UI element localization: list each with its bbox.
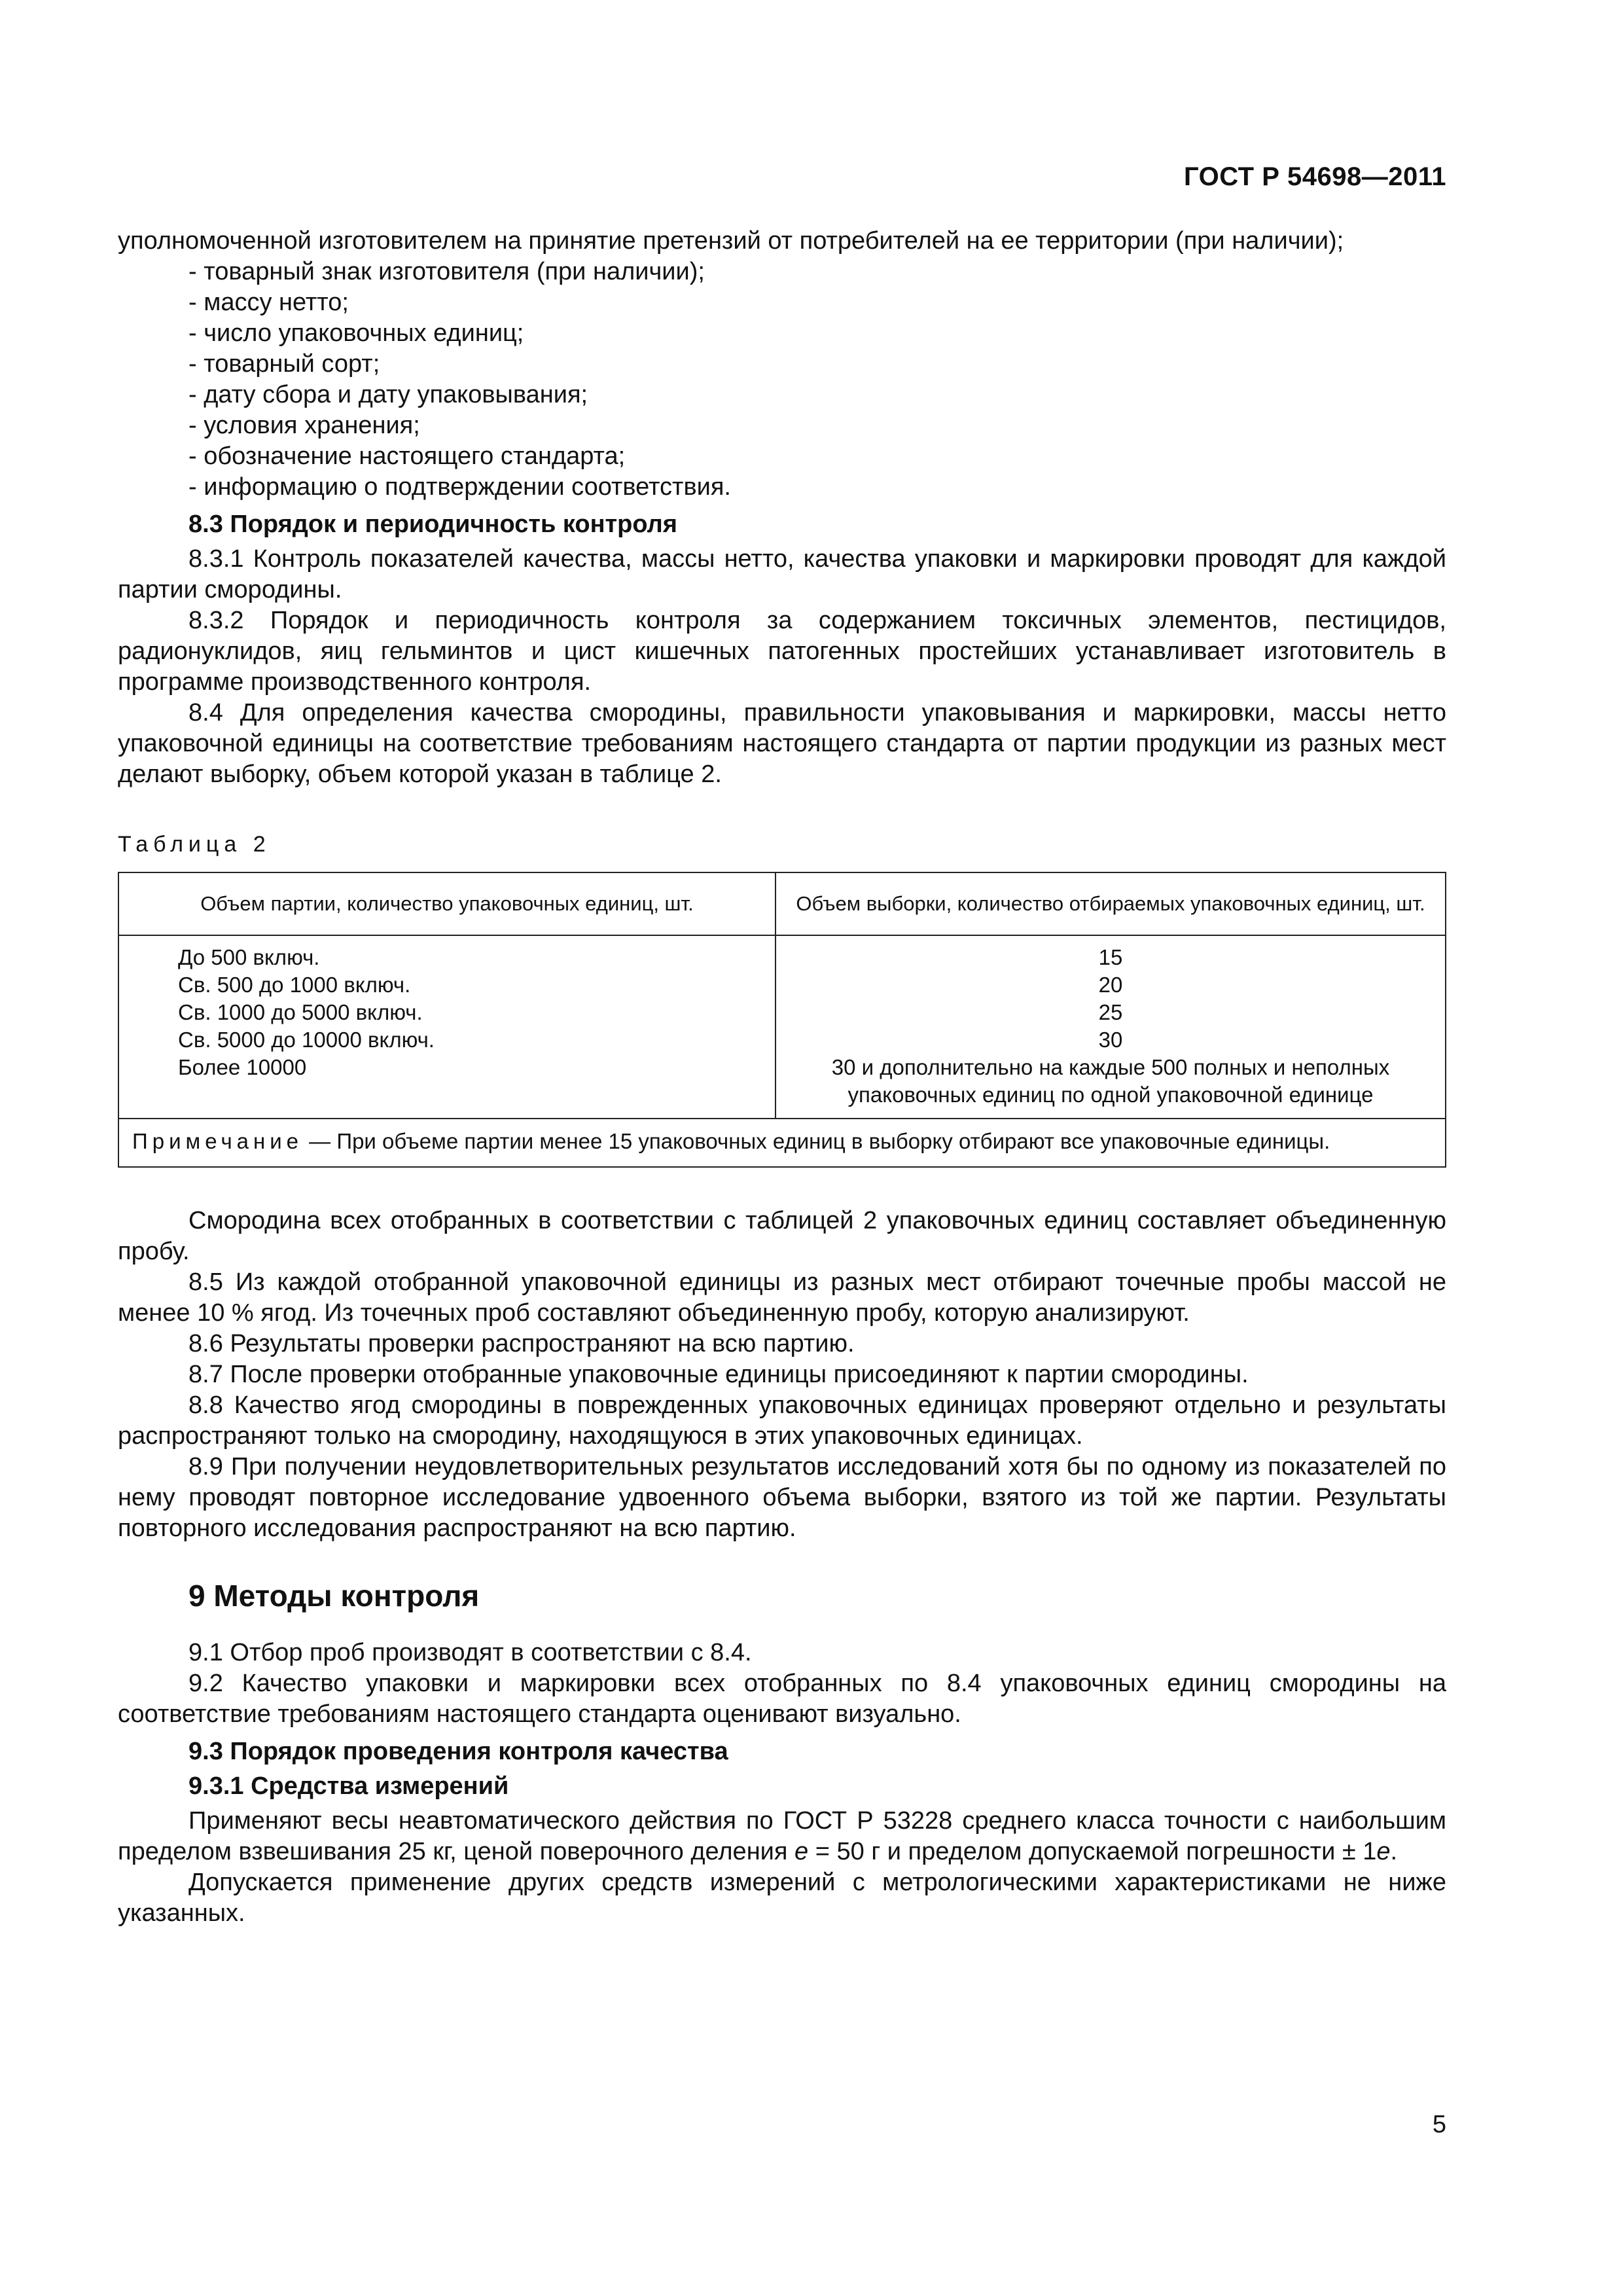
paragraph-combined-sample: Смородина всех отобранных в соответствии с таблицей 2 упаковочных единиц составляет объединенную пробу.	[118, 1207, 1446, 1265]
paragraph-8-6: 8.6 Результаты проверки распространяют на всю партию.	[188, 1330, 855, 1357]
marking-list	[118, 257, 1446, 503]
list-item: - массу нетто;	[188, 289, 349, 316]
table-cell-lot	[118, 935, 776, 1119]
symbol-e: е	[794, 1838, 809, 1865]
section-heading-9-3-1: 9.3.1 Средства измерений	[188, 1772, 509, 1800]
table-header-sample: Объем выборки, количество отбираемых упаковочных единиц, шт.	[776, 872, 1446, 935]
paragraph-8-3-1: 8.3.1 Контроль показателей качества, массы нетто, качества упаковки и маркировки проводят для каждой партии смородины.	[118, 545, 1446, 603]
table-cell-sample	[776, 935, 1446, 1119]
paragraph-continuation: уполномоченной изготовителем на принятие претензий от потребителей на ее территории (при наличии);	[118, 227, 1344, 255]
list-item: - дату сбора и дату упаковывания;	[188, 381, 588, 408]
section-heading-8-3: 8.3 Порядок и периодичность контроля	[188, 511, 677, 538]
sample-value: 30 и дополнительно на каждые 500 полных и неполных	[831, 1055, 1390, 1079]
list-item: - информацию о подтверждении соответствия.	[188, 473, 731, 501]
text-fragment: = 50 г и пределом допускаемой погрешности ± 1	[808, 1838, 1377, 1865]
note-label: Примечание	[132, 1129, 304, 1153]
document-header: ГОСТ Р 54698—2011	[1184, 162, 1446, 191]
lot-value: Св. 5000 до 10000 включ.	[178, 1028, 435, 1052]
text-fragment: .	[1390, 1838, 1398, 1865]
list-item: - число упаковочных единиц;	[188, 319, 524, 347]
lot-value: Св. 500 до 1000 включ.	[178, 973, 411, 997]
paragraph-9-1: 9.1 Отбор проб производят в соответствии с 8.4.	[188, 1639, 752, 1666]
lot-value: Более 10000	[178, 1055, 307, 1079]
list-item: - условия хранения;	[188, 412, 420, 439]
table-header-row	[118, 872, 1446, 935]
page-number: 5	[1432, 2111, 1446, 2138]
lot-value: До 500 включ.	[178, 945, 320, 969]
paragraph-8-4: 8.4 Для определения качества смородины, правильности упаковывания и маркировки, массы нетто упаковочной единицы на соответствие требованиям настоящего стандарта от партии продукции из разных мест делают выборку, объем которой указан в таблице 2.	[118, 699, 1446, 788]
paragraph-measuring-instruments	[118, 1806, 1446, 1867]
sample-value: 20	[1098, 973, 1123, 997]
text-fragment: Применяют весы неавтоматического действия по ГОСТ Р 53228 среднего класса точности с наибольшим пределом взвешивания 25 кг, ценой поверочного деления	[118, 1807, 1446, 1865]
lot-value: Св. 1000 до 5000 включ.	[178, 1000, 423, 1024]
list-item: - товарный знак изготовителя (при наличии);	[188, 258, 705, 285]
paragraph-8-9: 8.9 При получении неудовлетворительных результатов исследований хотя бы по одному из показателей по нему проводят повторное исследование удвоенного объема выборки, взятого из той же партии. Результаты повторного исследования распространяют на всю партию.	[118, 1453, 1446, 1542]
symbol-e: е	[1376, 1838, 1391, 1865]
sample-value: 25	[1098, 1000, 1123, 1024]
list-item: - товарный сорт;	[188, 350, 380, 378]
paragraph-other-instruments: Допускается применение других средств измерений с метрологическими характеристиками не ниже указанных.	[118, 1869, 1446, 1927]
table-caption: Таблица 2	[118, 832, 271, 857]
table-note	[118, 1119, 1446, 1167]
table-note-row	[118, 1119, 1446, 1167]
note-text: — При объеме партии менее 15 упаковочных единиц в выборку отбирают все упаковочные единицы.	[303, 1129, 1330, 1153]
table-header-lot: Объем партии, количество упаковочных единиц, шт.	[118, 872, 776, 935]
paragraph-9-2: 9.2 Качество упаковки и маркировки всех отобранных по 8.4 упаковочных единиц смородины на соответствие требованиям настоящего стандарта оценивают визуально.	[118, 1670, 1446, 1728]
sample-value-continuation: упаковочных единиц по одной упаковочной единице	[847, 1083, 1374, 1107]
section-heading-9-3: 9.3 Порядок проведения контроля качества	[188, 1738, 728, 1765]
table-body-row	[118, 935, 1446, 1119]
section-heading-9: 9 Методы контроля	[188, 1579, 480, 1613]
list-item: - обозначение настоящего стандарта;	[188, 442, 626, 470]
page-content	[118, 226, 1446, 1929]
paragraph-8-8: 8.8 Качество ягод смородины в поврежденных упаковочных единицах проверяют отдельно и результаты распространяют только на смородину, находящуюся в этих упаковочных единицах.	[118, 1391, 1446, 1450]
paragraph-8-7: 8.7 После проверки отобранные упаковочные единицы присоединяют к партии смородины.	[188, 1361, 1249, 1388]
sample-value: 15	[1098, 945, 1123, 969]
paragraph-8-3-2: 8.3.2 Порядок и периодичность контроля за содержанием токсичных элементов, пестицидов, радионуклидов, яиц гельминтов и цист кишечных патогенных простейших устанавливает изготовитель в программе производственного контроля.	[118, 607, 1446, 696]
sample-value: 30	[1098, 1028, 1123, 1052]
paragraph-8-5: 8.5 Из каждой отобранной упаковочной единицы из разных мест отбирают точечные пробы массой не менее 10 % ягод. Из точечных проб составляют объединенную пробу, которую анализируют.	[118, 1268, 1446, 1327]
sample-size-table	[118, 872, 1446, 1168]
